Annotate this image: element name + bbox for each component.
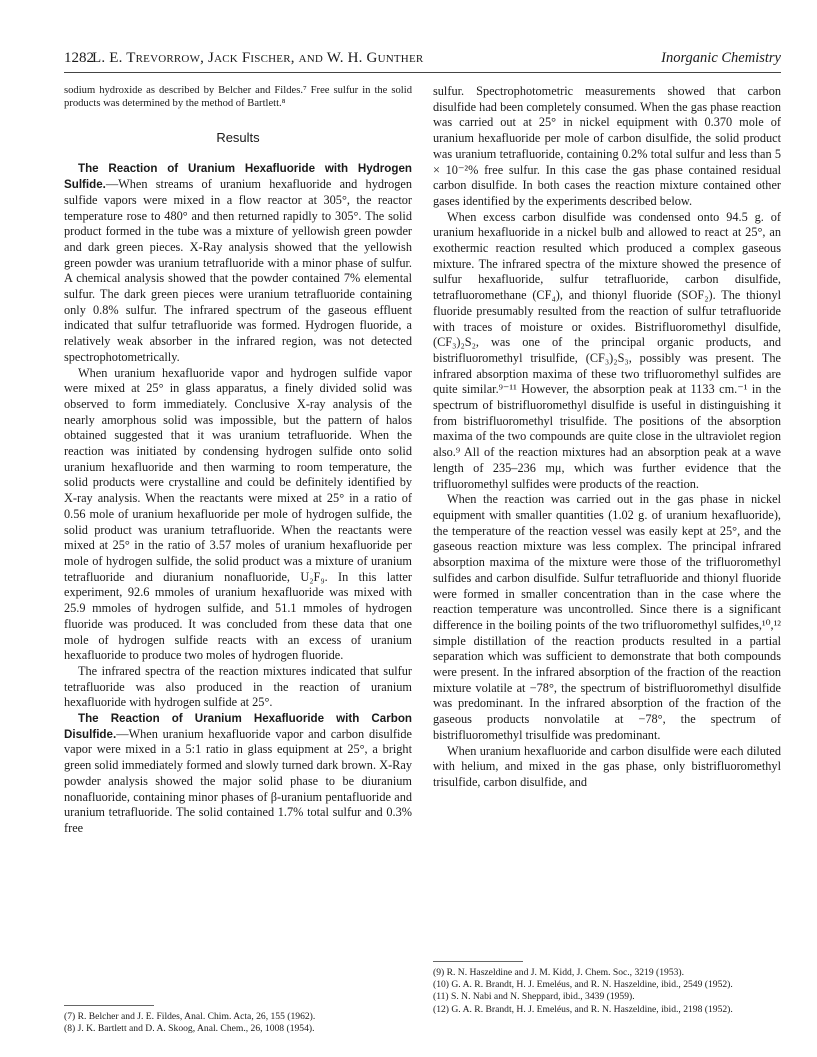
section-cs2-paragraph bbox=[64, 711, 412, 837]
paragraph-glass-apparatus: When uranium hexafluoride vapor and hydrogen sulfide vapor were mixed at 25° in glass apparatus, a finely divided solid was observed to form immediately. Conclusive X-ray analysis of the nearly amorphous solid was impossible, but the pattern of halos obtained suggested that it was uranium tetrafluoride. When the reaction was initiated by condensing hydrogen sulfide onto solid uranium hexafluoride and then warming to room temperature, the solid products were crystalline and could be definitely identified by X-ray analysis. When the reactants were mixed at 25° in a ratio of 0.56 mole of uranium hexafluoride per mole of hydrogen sulfide, the solid product was uranium tetrafluoride. When the reactants were mixed at 25° in the ratio of 3.57 moles of uranium hexafluoride per mole of hydrogen sulfide, the solid product was a mixture of uranium tetrafluoride and diuranium nonafluoride, U₂F₉. In this latter experiment, 92.6 mmoles of uranium hexafluoride was mixed with 25.9 mmoles of hydrogen sulfide, and 51.1 mmoles of hydrogen fluoride was produced. It was concluded from these data that one mole of hydrogen sulfide reacts with an excess of uranium hexafluoride to produce two moles of hydrogen fluoride. bbox=[64, 365, 412, 663]
section-h2s-text: —When streams of uranium hexafluoride and hydrogen sulfide vapors were mixed in a flow reactor at 305°, the reactor temperature rose to 480° and then returned rapidly to 305°. The solid product formed in the tube was a mixture of yellowish green powder and dark green pieces. X-Ray analysis showed that the yellowish green powder was uranium tetrafluoride with a minor phase of sulfur. A chemical analysis showed that the powder contained 7% elemental sulfur. The dark green pieces were uranium tetrafluoride containing only 0.8% sulfur. The infrared spectrum of the gaseous effluent indicated that sulfur tetrafluoride was formed. Hydrogen fluoride, a relatively weak absorber in the infrared region, was not detected spectrophotometrically. bbox=[64, 177, 412, 364]
running-header bbox=[64, 50, 781, 73]
section-h2s-title: The Reaction of Uranium Hexafluoride with Hydrogen Sulfide. bbox=[64, 162, 412, 192]
paragraph-helium-dilution: When uranium hexafluoride and carbon disulfide were each diluted with helium, and mixed in the gas phase, only bistrifluoromethyl trisulfide, carbon disulfide, and bbox=[433, 743, 781, 789]
intro-paragraph: sodium hydroxide as described by Belcher and Fildes.⁷ Free sulfur in the solid products was determined by the method of Bartlett.⁸ bbox=[64, 85, 412, 110]
paragraph-nickel-bulb: When excess carbon disulfide was condensed onto 94.5 g. of uranium hexafluoride in a nickel bulb and allowed to react at 25°, an exothermic reaction resulted which produced a complex gaseous mixture. The infrared spectra of the mixture showed the presence of sulfur hexafluoride, sulfur tetrafluoride, carbon disulfide, tetrafluoromethane (CF₄), and thionyl fluoride (SOF₂). The thionyl fluoride presumably resulted from the reaction of sulfur tetrafluoride with traces of moisture or oxides. Bistrifluoromethyl disulfide, (CF₃)₂S₂, was one of the principal organic products, and bistrifluoromethyl trisulfide, (CF₃)₂S₃, possibly was present. The infrared absorption maxima of these two trifluoromethyl sulfides are quite similar.⁹⁻¹¹ However, the absorption peak at 1133 cm.⁻¹ in the spectrum of bistrifluoromethyl disulfide is useful in distinguishing it from bistrifluoromethyl trisulfide. The positions of the absorption maxima of the two compounds are quite close in the ultraviolet region also.⁹ All of the reaction mixtures had an absorption peak at a wave length of 235–236 mμ, which was further evidence that the trifluoromethyl sulfides were products of the reaction. bbox=[433, 209, 781, 491]
footnote-12: (12) G. A. R. Brandt, H. J. Emeléus, and R. N. Haszeldine, ibid., 2198 (1952). bbox=[433, 1003, 733, 1015]
section-cs2-title: The Reaction of Uranium Hexafluoride with Carbon Disulfide. bbox=[64, 712, 412, 741]
footnotes-left bbox=[64, 1011, 412, 1035]
footnote-11: (11) S. N. Nabi and N. Sheppard, ibid., 3439 (1959). bbox=[433, 991, 635, 1003]
section-h2s-paragraph bbox=[64, 161, 412, 365]
footnote-rule-left bbox=[64, 1005, 154, 1006]
page-number: 1282 bbox=[64, 50, 94, 66]
footnote-10: (10) G. A. R. Brandt, H. J. Emeléus, and R. N. Haszeldine, ibid., 2549 (1952). bbox=[433, 979, 733, 991]
paragraph-sulfur-continued: sulfur. Spectrophotometric measurements showed that carbon disulfide had been completely consumed. When the gas phase reaction was carried out at 25° in nickel equipment with 0.370 mole of uranium hexafluoride per mole of carbon disulfide, the solid product was uranium tetrafluoride, containing 0.2% total sulfur and less than 5 × 10⁻²% free sulfur. In this case the gas phase contained residual carbon disulfide. In both cases the reaction mixture contained other gases identified by the experiments described below. bbox=[433, 84, 781, 208]
footnote-8: (8) J. K. Bartlett and D. A. Skoog, Anal. Chem., 26, 1008 (1954). bbox=[64, 1023, 315, 1035]
footnote-7: (7) R. Belcher and J. E. Fildes, Anal. Chim. Acta, 26, 155 (1962). bbox=[64, 1011, 316, 1022]
paragraph-gas-phase-nickel: When the reaction was carried out in the gas phase in nickel equipment with smaller quantities (1.02 g. of uranium hexafluoride), the temperature of the reaction vessel was easily kept at 25°, and the gaseous reaction mixture was less complex. The principal infrared absorption maxima of the mixture were those of the trifluoromethyl sulfides and carbon disulfide. Sulfur tetrafluoride and thionyl fluoride were formed in smaller concentration than in the case where the reaction temperature was uncontrolled. Since there is a significant difference in the boiling points of the two trifluoromethyl sulfides,¹⁰,¹² simple distillation of the reaction products resulted in a partial separation which was sufficient to demonstrate that both compounds were present. In the infrared absorption of the fraction of the reaction mixture volatile at −78°, the spectrum of bistrifluoromethyl disulfide was predominant. In the infrared absorption of the fraction of the gaseous products nonvolatile at −78°, the spectrum of bistrifluoromethyl trisulfide was predominant. bbox=[433, 492, 781, 742]
footnotes-right bbox=[433, 967, 781, 1016]
left-column bbox=[64, 84, 412, 837]
paragraph-infrared-h2s: The infrared spectra of the reaction mixtures indicated that sulfur tetrafluoride was also produced in the reaction of uranium hexafluoride with hydrogen sulfide at 25°. bbox=[64, 663, 412, 710]
footnote-rule-right bbox=[433, 961, 523, 962]
right-column bbox=[433, 84, 781, 791]
header-authors: L. E. Trevorrow, Jack Fischer, and W. H. Gunther bbox=[92, 50, 424, 66]
journal-name: Inorganic Chemistry bbox=[661, 50, 781, 66]
results-heading: Results bbox=[216, 130, 260, 146]
section-cs2-text: —When uranium hexafluoride vapor and carbon disulfide vapor were mixed in a 5:1 ratio in glass equipment at 25°, a bright green solid immediately formed and slowly turned dark brown. X-Ray powder analysis showed the major solid phase to be diuranium nonafluoride, containing minor phases of β-uranium pentafluoride and uranium tetrafluoride. The solid contained 1.7% total sulfur and 0.3% free bbox=[64, 726, 412, 835]
footnote-9: (9) R. N. Haszeldine and J. M. Kidd, J. Chem. Soc., 3219 (1953). bbox=[433, 967, 685, 978]
